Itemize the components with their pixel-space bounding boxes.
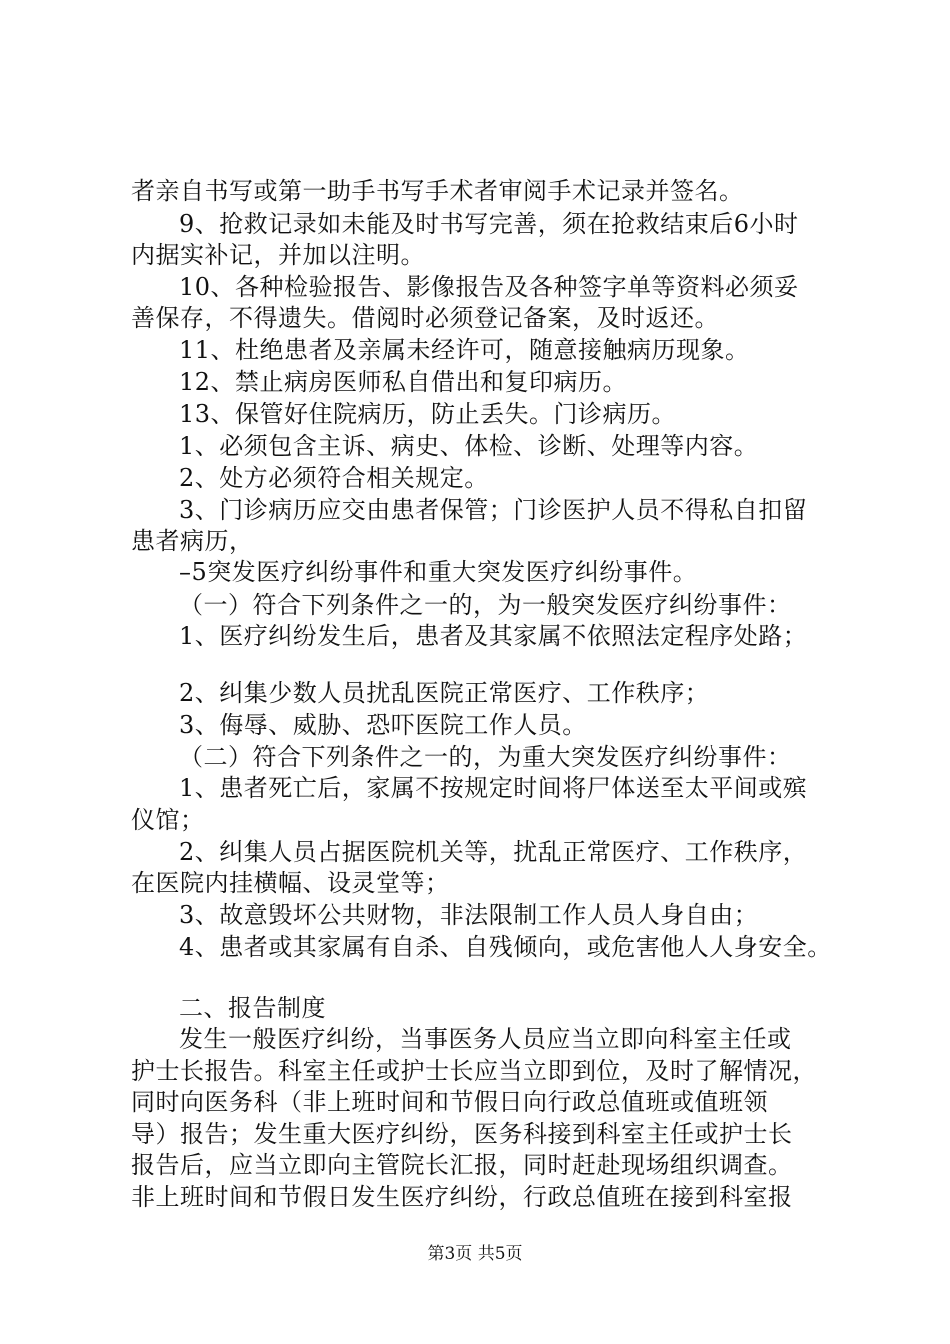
text-line: 3、故意毁坏公共财物，非法限制工作人员人身自由； <box>179 901 759 929</box>
text-line: –5突发医疗纠纷事件和重大突发医疗纠纷事件。 <box>179 558 698 586</box>
text-line: 1、必须包含主诉、病史、体检、诊断、处理等内容。 <box>179 432 759 460</box>
text-line: 3、侮辱、威胁、恐吓医院工作人员。 <box>179 711 587 739</box>
text-line: 同时向医务科（非上班时间和节假日向行政总值班或值班领 <box>131 1088 768 1116</box>
text-line: 10、各种检验报告、影像报告及各种签字单等资料必须妥 <box>179 273 799 301</box>
text-line: 报告后，应当立即向主管院长汇报，同时赶赴现场组织调查。 <box>131 1151 793 1179</box>
text-line: 4、患者或其家属有自杀、自残倾向，或危害他人人身安全。 <box>179 933 832 961</box>
text-line: 11、杜绝患者及亲属未经许可，随意接触病历现象。 <box>179 336 750 364</box>
text-line: 善保存，不得遗失。借阅时必须登记备案，及时返还。 <box>131 304 719 332</box>
text-line: 13、保管好住院病历，防止丢失。门诊病历。 <box>179 400 677 428</box>
text-line: 内据实补记，并加以注明。 <box>131 241 425 269</box>
text-line: 护士长报告。科室主任或护士长应当立即到位，及时了解情况， <box>131 1057 817 1085</box>
text-line: 1、医疗纠纷发生后，患者及其家属不依照法定程序处路； <box>179 622 808 650</box>
text-line: 3、门诊病历应交由患者保管；门诊医护人员不得私自扣留 <box>179 496 808 524</box>
text-line: 2、处方必须符合相关规定。 <box>179 464 489 492</box>
text-line: 者亲自书写或第一助手书写手术者审阅手术记录并签名。 <box>131 177 744 205</box>
text-line: 非上班时间和节假日发生医疗纠纷，行政总值班在接到科室报 <box>131 1183 793 1211</box>
page-footer: 第3页 共5页 <box>427 1244 523 1264</box>
text-line: 2、纠集少数人员扰乱医院正常医疗、工作秩序； <box>179 679 710 707</box>
text-line: 发生一般医疗纠纷，当事医务人员应当立即向科室主任或 <box>179 1025 792 1053</box>
text-line: 9、抢救记录如未能及时书写完善，须在抢救结束后6小时 <box>179 210 799 238</box>
text-line: 患者病历， <box>131 527 254 555</box>
text-line: 2、纠集人员占据医院机关等，扰乱正常医疗、工作秩序， <box>179 838 808 866</box>
text-line: （一）符合下列条件之一的，为一般突发医疗纠纷事件： <box>179 591 792 619</box>
text-line: 在医院内挂横幅、设灵堂等； <box>131 869 450 897</box>
text-line: 导）报告；发生重大医疗纠纷，医务科接到科室主任或护士长 <box>131 1120 793 1148</box>
text-line: 12、禁止病房医师私自借出和复印病历。 <box>179 368 628 396</box>
text-line: 仪馆； <box>131 806 205 834</box>
text-line: 二、报告制度 <box>179 994 326 1022</box>
text-line: （二）符合下列条件之一的，为重大突发医疗纠纷事件： <box>179 743 792 771</box>
text-line: 1、患者死亡后，家属不按规定时间将尸体送至太平间或殡 <box>179 774 808 802</box>
